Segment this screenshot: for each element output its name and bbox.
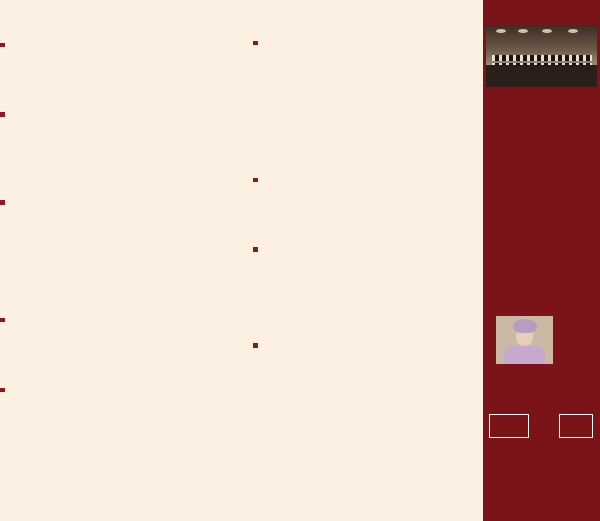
track-row[interactable] xyxy=(253,397,479,406)
track-row[interactable] xyxy=(253,231,479,240)
track-row[interactable] xyxy=(0,96,246,105)
disc-header xyxy=(253,24,479,38)
symphony-title xyxy=(0,198,246,209)
track-row[interactable] xyxy=(0,358,246,367)
track-row[interactable] xyxy=(253,411,479,420)
compact-disc-logo xyxy=(489,414,529,438)
track-row[interactable] xyxy=(253,288,479,297)
track-row[interactable] xyxy=(0,213,246,222)
track-row[interactable] xyxy=(253,94,479,103)
track-row[interactable] xyxy=(253,204,479,213)
symphony-title xyxy=(0,40,246,51)
disc-section xyxy=(253,24,479,149)
symphony-title xyxy=(253,245,479,256)
track-row[interactable] xyxy=(253,370,479,379)
tracklist-column-right xyxy=(253,0,479,521)
track-row[interactable] xyxy=(253,218,479,227)
track-row[interactable] xyxy=(0,55,246,64)
track-row[interactable] xyxy=(253,53,479,62)
track-row[interactable] xyxy=(253,135,479,144)
track-row[interactable] xyxy=(253,108,479,117)
disc-section xyxy=(0,301,246,455)
disc-section xyxy=(253,161,479,315)
track-row[interactable] xyxy=(253,67,479,76)
disc-header xyxy=(0,26,246,40)
symphony-title xyxy=(0,315,246,326)
symphony-title xyxy=(253,175,479,186)
track-row[interactable] xyxy=(0,371,246,380)
symphony-title xyxy=(253,341,479,352)
track-row[interactable] xyxy=(253,190,479,199)
track-row[interactable] xyxy=(0,227,246,236)
disc-header xyxy=(0,301,246,315)
disc-header xyxy=(0,184,246,198)
track-row[interactable] xyxy=(0,414,246,423)
track-row[interactable] xyxy=(253,122,479,131)
track-row[interactable] xyxy=(0,139,246,148)
queen-portrait xyxy=(496,316,553,364)
track-row[interactable] xyxy=(0,69,246,78)
orchestra-photo xyxy=(486,25,597,87)
track-row[interactable] xyxy=(0,254,246,263)
track-row[interactable] xyxy=(253,81,479,90)
track-row[interactable] xyxy=(253,356,479,365)
track-row[interactable] xyxy=(253,383,479,392)
track-row[interactable] xyxy=(0,330,246,339)
track-row[interactable] xyxy=(0,344,246,353)
tracklist-column-left xyxy=(0,0,246,521)
track-row[interactable] xyxy=(0,166,246,175)
track-row[interactable] xyxy=(253,274,479,283)
disc-section xyxy=(253,327,479,425)
disc-header xyxy=(253,327,479,341)
track-row[interactable] xyxy=(0,428,246,437)
disc-header xyxy=(253,161,479,175)
disc-section xyxy=(0,26,246,180)
track-row[interactable] xyxy=(0,240,246,249)
symphony-title xyxy=(0,385,246,396)
disc-section xyxy=(0,184,246,295)
track-row[interactable] xyxy=(253,260,479,269)
track-row[interactable] xyxy=(0,153,246,162)
track-row[interactable] xyxy=(253,301,479,310)
track-row[interactable] xyxy=(0,400,246,409)
symphony-title xyxy=(0,110,246,121)
track-row[interactable] xyxy=(0,125,246,134)
sidebar xyxy=(483,0,600,521)
ddd-logo xyxy=(559,414,593,438)
track-row[interactable] xyxy=(0,441,246,450)
symphony-title xyxy=(253,38,479,49)
track-row[interactable] xyxy=(0,268,246,277)
track-row[interactable] xyxy=(0,83,246,92)
track-row[interactable] xyxy=(0,282,246,291)
